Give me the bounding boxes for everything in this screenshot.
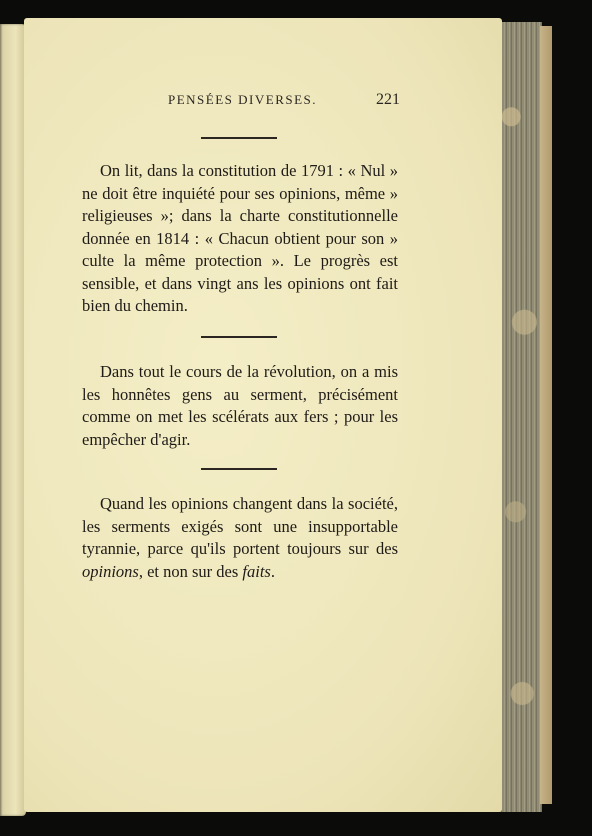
paragraph-3-italic-opinions: opinions: [82, 561, 139, 581]
paragraph-2-text: Dans tout le cours de la révolution, on a mis les honnêtes gens au serment, précisément comme on met les scélérats aux fers ; pour les empêcher d'agir.: [82, 362, 398, 449]
paragraph-1-text: On lit, dans la constitution de 1791 : « Nul » ne doit être inquiété pour ses opinions, même » religieuses »; dans la charte constitutionnelle donnée en 1814 : « Chacun obtient pour son » culte la même protection ». Le progrès est sensible, et dans vingt ans les opinions ont fait bien du chemin.: [82, 161, 398, 315]
page-block-edges: [498, 22, 542, 812]
separator-rule: [201, 468, 277, 470]
running-header: [60, 92, 400, 112]
cover-edge: [540, 26, 552, 804]
running-title: PENSÉES DIVERSES.: [168, 92, 318, 107]
paragraph-3: [82, 493, 398, 583]
page-number: 221: [376, 91, 400, 108]
paragraph-3-text-end: .: [270, 561, 275, 581]
paragraph-3-text: Quand les opinions changent dans la société, les serments exigés sont une insupportable tyrannie, parce qu'ils portent toujours sur des: [82, 494, 398, 558]
paragraph-3-italic-faits: faits: [242, 561, 271, 581]
separator-rule: [201, 137, 277, 139]
paragraph-3-text-middle: , et non sur des: [138, 561, 243, 581]
paragraph-1: [82, 160, 398, 318]
separator-rule: [201, 336, 277, 338]
paragraph-2: [82, 361, 398, 451]
left-page-edge: [0, 24, 26, 816]
